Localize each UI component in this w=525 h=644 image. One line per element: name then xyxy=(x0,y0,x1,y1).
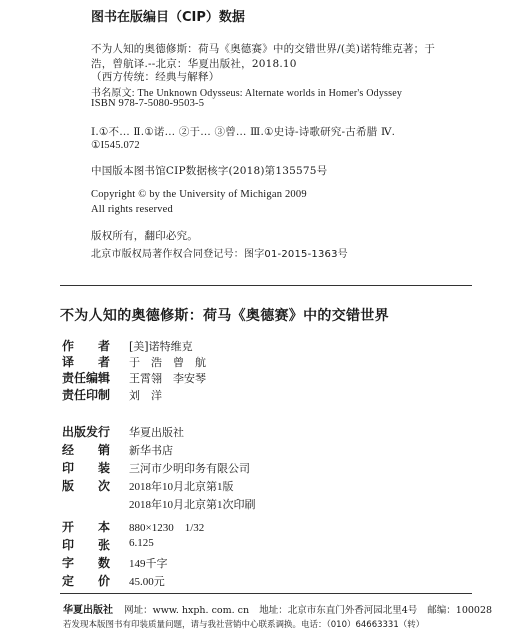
credit-value-printing: 刘 洋 xyxy=(129,389,162,402)
cip-line-1: 不为人知的奥德修斯：荷马《奥德赛》中的交错世界/(美)诺特维克著；于 xyxy=(91,43,436,55)
pub-label-price: 定 价 xyxy=(62,574,111,588)
cip-classification-number: ①I545.072 xyxy=(91,140,140,151)
cip-isbn: ISBN 978-7-5080-9503-5 xyxy=(91,98,205,109)
credit-value-author: [美]诺特维克 xyxy=(129,340,193,353)
credit-label-printing: 责任印制 xyxy=(62,388,111,402)
contract-registration: 北京市版权局著作权合同登记号：图字01-2015-1363号 xyxy=(91,249,348,260)
pub-value-price: 45.00元 xyxy=(129,576,165,588)
rights-notice: 版权所有，翻印必究。 xyxy=(91,230,198,242)
credit-value-editor: 王霄翎 李安琴 xyxy=(129,372,206,385)
cip-original-title: 书名原文: The Unknown Odysseus: Alternate worlds in Homer's Odyssey xyxy=(91,88,403,99)
credit-value-translator: 于 浩 曾 航 xyxy=(129,356,206,369)
pub-label-publisher: 出版发行 xyxy=(62,425,111,439)
copyright-line: Copyright © by the University of Michigan 2009 xyxy=(91,189,307,200)
cip-record-number: 中国版本图书馆CIP数据核字(2018)第135575号 xyxy=(91,165,328,177)
credit-label-translator: 译 者 xyxy=(62,355,111,369)
cip-line-3: （西方传统：经典与解释） xyxy=(91,71,220,83)
pub-value-publisher: 华夏出版社 xyxy=(129,426,184,439)
pub-label-printer: 印 装 xyxy=(62,461,111,475)
cip-classification: Ⅰ.①不… Ⅱ.①诺… ②于… ③曾… Ⅲ.①史诗-诗歌研究-古希腊 Ⅳ. xyxy=(91,126,396,138)
pub-value-wordcount: 149千字 xyxy=(129,558,168,570)
pub-value-edition: 2018年10月北京第1版 xyxy=(129,481,234,493)
cip-heading: 图书在版编目（CIP）数据 xyxy=(91,10,245,25)
rights-line: All rights reserved xyxy=(91,204,173,215)
divider-bottom xyxy=(60,593,472,594)
pub-label-wordcount: 字 数 xyxy=(62,556,111,570)
footer-website: 网址：www. hxph. com. cn xyxy=(124,605,250,616)
pub-label-format: 开 本 xyxy=(62,520,111,534)
pub-value-printing: 2018年10月北京第1次印刷 xyxy=(129,499,256,511)
pub-label-sheets: 印 张 xyxy=(62,538,111,552)
footer-address: 地址：北京市东直门外香河园北里4号 xyxy=(259,605,418,616)
pub-value-distributor: 新华书店 xyxy=(129,444,173,457)
footer-contact xyxy=(63,601,492,616)
pub-label-distributor: 经 销 xyxy=(62,443,111,457)
credit-label-editor: 责任编辑 xyxy=(62,371,111,385)
book-title: 不为人知的奥德修斯：荷马《奥德赛》中的交错世界 xyxy=(60,308,389,324)
footer-postcode: 邮编：100028 xyxy=(427,605,493,616)
footer-publisher: 华夏出版社 xyxy=(63,605,113,616)
footer-quality-notice: 若发现本版图书有印装质量问题，请与我社营销中心联系调换。电话：（010）64663331（转） xyxy=(63,620,425,630)
pub-value-format: 880×1230 1/32 xyxy=(129,522,205,534)
pub-value-printer: 三河市少明印务有限公司 xyxy=(129,462,250,475)
cip-line-2: 浩，曾航译.--北京：华夏出版社，2018.10 xyxy=(91,58,297,70)
credit-label-author: 作 者 xyxy=(62,339,111,353)
divider-top xyxy=(60,285,472,286)
pub-label-edition: 版 次 xyxy=(62,479,111,493)
pub-value-sheets: 6.125 xyxy=(129,537,154,549)
